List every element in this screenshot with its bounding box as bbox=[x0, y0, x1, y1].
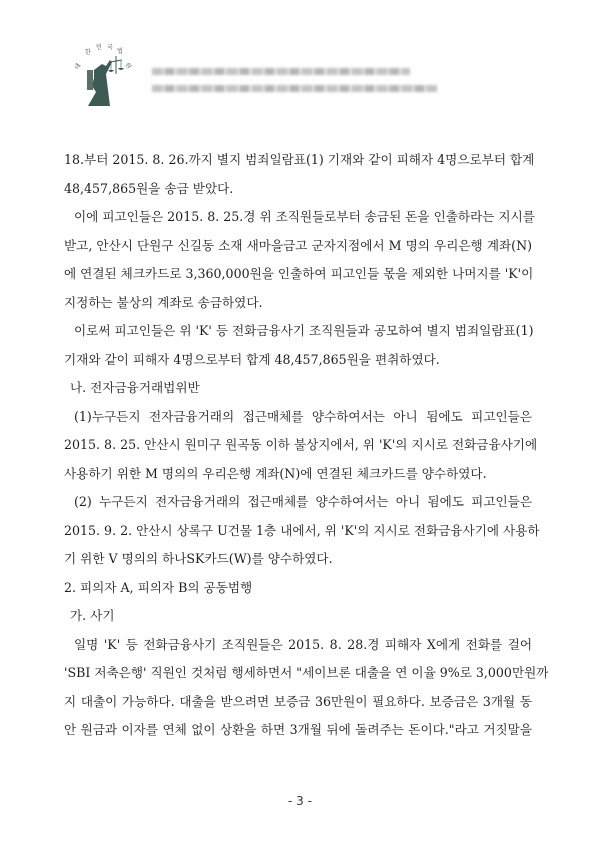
redacted-court-info-line-2 bbox=[152, 85, 437, 92]
text-line: 2015. 8. 25. 안산시 원미구 원곡동 이하 불상지에서, 위 'K'의 지시로 전화금융사기에 bbox=[64, 437, 538, 452]
court-emblem-logo bbox=[72, 40, 138, 110]
svg-text:한: 한 bbox=[85, 49, 91, 56]
text-line: 일명 'K' 등 전화금융사기 조직원들은 2015. 8. 28.경 피해자 X에게 전화를 걸어 bbox=[74, 636, 532, 652]
text-line: 지정하는 불상의 계좌로 송금하였다. bbox=[64, 294, 263, 310]
text-line: 기재와 같이 피해자 4명으로부터 합계 48,457,865원을 편취하였다. bbox=[64, 351, 440, 367]
text-line: 'SBI 저축은행' 직원인 것처럼 행세하면서 "세이브론 대출을 연 이율 9%로 3,000만원까 bbox=[64, 665, 549, 680]
text-line: 18.부터 2015. 8. 26.까지 별지 범죄일람표(1) 기재와 같이 피해자 4명으로부터 합계 bbox=[64, 152, 535, 167]
document-header bbox=[72, 40, 542, 110]
svg-text:원: 원 bbox=[123, 61, 133, 71]
text-line: 안 원금과 이자를 연체 없이 상환을 하면 3개월 뒤에 돌려주는 돈이다."라고 거짓말을 bbox=[64, 722, 532, 737]
redacted-court-info-line-1 bbox=[152, 68, 410, 75]
scales-of-justice-icon bbox=[72, 40, 138, 110]
section-heading: 2. 피의자 A, 피의자 B의 공동범행 bbox=[64, 579, 253, 595]
text-line: 에 연결된 체크카드로 3,360,000원을 인출하여 피고인들 몫을 제외한 나머지를 'K'이 bbox=[64, 266, 534, 281]
text-line: 지 대출이 가능하다. 대출을 받으려면 보증금 36만원이 필요하다. 보증금은 3개월 동 bbox=[64, 693, 532, 709]
svg-text:대: 대 bbox=[73, 62, 83, 71]
text-line: 기 위한 V 명의의 하나SK카드(W)를 양수하였다. bbox=[64, 551, 333, 566]
text-line: 이로써 피고인들은 위 'K' 등 전화금융사기 조직원들과 공모하여 별지 범죄일람표(1) bbox=[74, 323, 534, 338]
svg-text:법: 법 bbox=[117, 48, 123, 55]
text-line: 2015. 9. 2. 안산시 상록구 U건물 1층 내에서, 위 'K'의 지시로 전화금융사기에 사용하 bbox=[64, 522, 540, 538]
text-line: 받고, 안산시 단원구 신길동 소재 새마을금고 군자지점에서 M 명의 우리은행 계좌(N) bbox=[64, 237, 532, 253]
section-heading: 가. 사기 bbox=[70, 608, 115, 623]
text-line: 48,457,865원을 송금 받았다. bbox=[64, 180, 234, 196]
text-line: (1)누구든지 전자금융거래의 접근매체를 양수하여서는 아니 됨에도 피고인들은 bbox=[74, 408, 532, 424]
text-line: (2) 누구든지 전자금융거래의 접근매체를 양수하여서는 아니 됨에도 피고인들은 bbox=[74, 494, 532, 509]
text-line: 사용하기 위한 M 명의의 우리은행 계좌(N)에 연결된 체크카드를 양수하였다. bbox=[64, 465, 487, 481]
section-heading: 나. 전자금융거래법위반 bbox=[70, 380, 200, 395]
svg-text:민: 민 bbox=[96, 44, 102, 51]
svg-text:국: 국 bbox=[107, 44, 113, 51]
text-line: 이에 피고인들은 2015. 8. 25.경 위 조직원들로부터 송금된 돈을 인출하라는 지시를 bbox=[74, 209, 535, 224]
page-number: - 3 - bbox=[288, 794, 312, 808]
document-body bbox=[64, 146, 549, 745]
